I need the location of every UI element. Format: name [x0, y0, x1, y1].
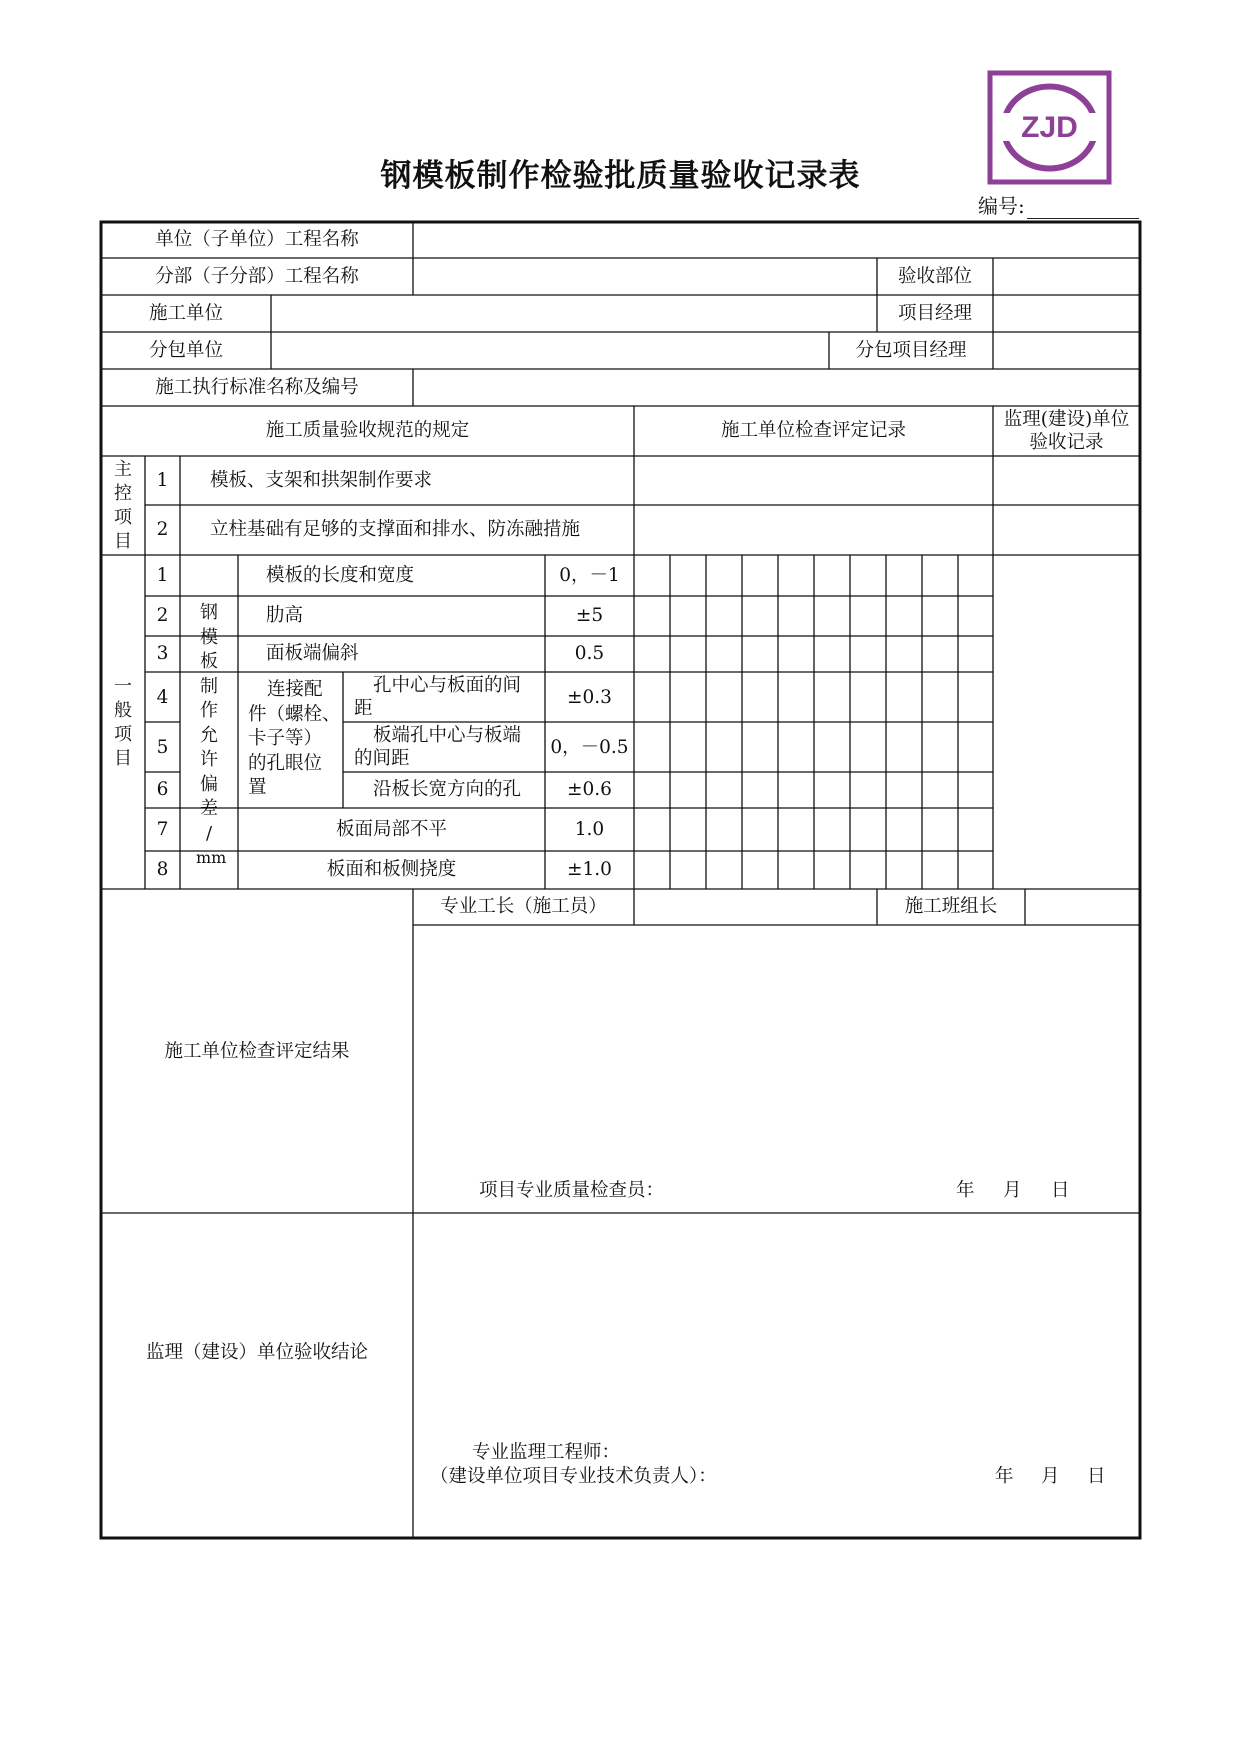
supervisor-conclusion-label: 监理（建设）单位验收结论: [145, 1342, 368, 1363]
main-item-text: 模板、支架和拱架制作要求: [210, 470, 433, 491]
general-item-text: 板面局部不平: [335, 819, 447, 840]
subcontractor-label: 分包单位: [148, 340, 223, 361]
sub-project-manager-label: 分包项目经理: [855, 340, 967, 361]
page-title: 钢模板制作检验批质量验收记录表: [380, 158, 861, 194]
general-item-text: 沿板长宽方向的孔: [373, 779, 522, 800]
general-item-no: 1: [156, 565, 169, 586]
team-leader-label: 施工班组长: [904, 896, 998, 917]
supervisor-record-header-2: 验收记录: [1029, 432, 1104, 453]
general-item-tolerance: ±1.0: [567, 859, 612, 880]
project-manager-label: 项目经理: [897, 303, 972, 324]
spec-column-header: 施工质量验收规范的规定: [265, 420, 470, 441]
supervisor-engineer-label: 专业监理工程师：: [472, 1442, 621, 1463]
main-item-no: 2: [156, 519, 169, 540]
owner-rep-label: （建设单位项目专业技术负责人）：: [430, 1466, 717, 1487]
general-item-tolerance: ±0.6: [567, 779, 612, 800]
general-item-tolerance: ±0.3: [567, 687, 612, 708]
tolerance-category-label: 钢 模 板 制 作 允 许 偏 差 / mm: [196, 602, 227, 867]
foreman-label: 专业工长（施工员）: [440, 896, 607, 917]
project-name-field[interactable]: [415, 224, 1138, 256]
project-name-label: 单位（子单位）工程名称: [155, 229, 359, 250]
general-item-tolerance: 1.0: [574, 819, 605, 840]
doc-number-label: 编号:: [978, 194, 1025, 218]
general-item-no: 6: [156, 779, 169, 800]
general-item-text: 孔中心与板面的间 距: [354, 675, 522, 719]
general-item-no: 5: [156, 737, 169, 758]
general-item-no: 4: [156, 687, 169, 708]
general-item-no: 7: [156, 819, 169, 840]
construction-unit-label: 施工单位: [148, 303, 223, 324]
conclusion-date-day: 日: [1087, 1466, 1106, 1487]
general-item-text: 肋高: [266, 605, 304, 626]
general-item-no: 3: [156, 643, 169, 664]
logo-text: ZJD: [1021, 111, 1078, 144]
general-item-no: 8: [156, 859, 169, 880]
connector-label: 连接配 件（螺栓、 卡子等） 的孔眼位 置: [248, 679, 341, 798]
standard-label: 施工执行标准名称及编号: [155, 377, 359, 398]
general-item-tolerance: 0，－1: [559, 565, 620, 586]
inspection-date-year: 年: [956, 1180, 975, 1201]
general-item-tolerance: ±5: [575, 605, 604, 626]
general-item-no: 2: [156, 605, 169, 626]
general-item-tolerance: 0.5: [574, 643, 605, 664]
main-item-no: 1: [156, 470, 169, 491]
general-items-group-label: 一 般 项 目: [114, 676, 132, 769]
acceptance-part-label: 验收部位: [897, 266, 972, 287]
general-item-text: 板面和板侧挠度: [326, 859, 457, 880]
contractor-result-label: 施工单位检查评定结果: [164, 1041, 350, 1062]
general-item-text: 模板的长度和宽度: [266, 565, 415, 586]
contractor-record-header: 施工单位检查评定记录: [720, 420, 906, 441]
general-item-tolerance: 0，－0.5: [550, 737, 629, 758]
inspection-date-month: 月: [1003, 1180, 1022, 1201]
conclusion-date-year: 年: [995, 1466, 1014, 1487]
supervisor-record-header-1: 监理(建设)单位: [1003, 409, 1130, 430]
general-item-text: 面板端偏斜: [266, 643, 359, 664]
main-item-text: 立柱基础有足够的支撑面和排水、防冻融措施: [210, 519, 581, 540]
main-items-group-label: 主 控 项 目: [114, 459, 132, 552]
conclusion-date-month: 月: [1041, 1466, 1060, 1487]
general-item-text: 板端孔中心与板端 的间距: [354, 725, 522, 769]
inspector-label: 项目专业质量检查员：: [479, 1180, 665, 1201]
inspection-date-day: 日: [1051, 1180, 1070, 1201]
sub-project-label: 分部（子分部）工程名称: [155, 266, 359, 287]
